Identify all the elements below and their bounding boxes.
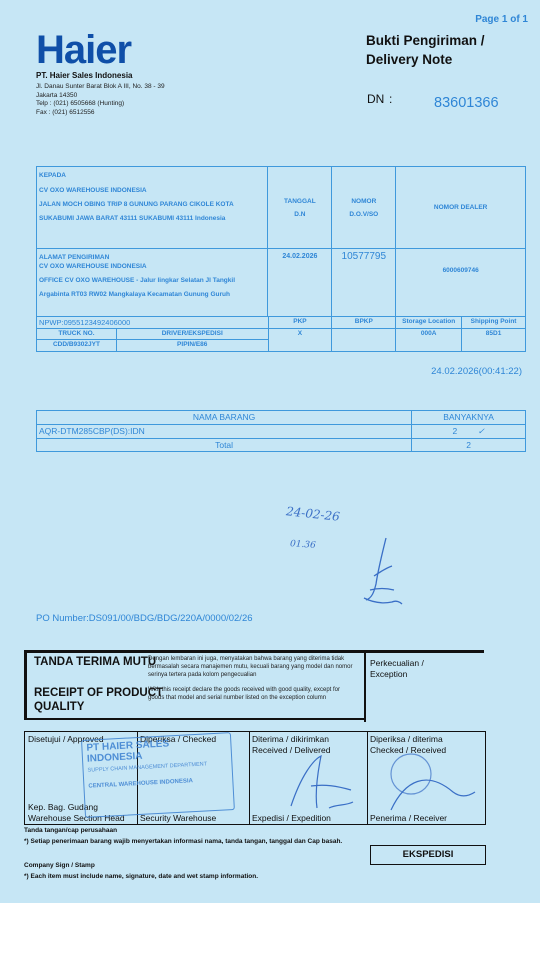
- ekspedisi-box: EKSPEDISI: [370, 845, 486, 865]
- divider: [24, 718, 366, 720]
- item-name: AQR-DTM285CBP(DS):IDN: [37, 425, 412, 439]
- receipt-block: [24, 650, 484, 722]
- logistics-table: [36, 316, 526, 352]
- signature-column: Diperiksa / Checked Security Warehouse: [137, 732, 250, 824]
- dealer-value: 6000609746: [396, 249, 526, 317]
- company-address: [36, 83, 165, 117]
- nomor-header: NOMOR D.O.V/SO: [332, 167, 396, 249]
- npwp: NPWP:0955123492406000: [37, 317, 269, 329]
- haier-logo: Haier: [36, 28, 132, 72]
- receipt-title-id: TANDA TERIMA MUTU: [34, 656, 157, 668]
- warehouse-stamp: PT HAIER SALES INDONESIA SUPPLY CHAIN MANAGEMENT DEPARTMENT CENTRAL WAREHOUSE INDONESIA: [81, 732, 235, 820]
- receipt-title-en: RECEIPT OF PRODUCT QUALITY: [34, 687, 164, 713]
- storage-value: 000A: [396, 329, 462, 352]
- item-qty: 2 ✓: [412, 425, 526, 439]
- po-number: PO Number:DS091/00/BDG/BDG/220A/0000/02/26: [36, 613, 253, 624]
- address-line: Telp : (021) 6505668 (Hunting): [36, 100, 125, 108]
- items-table: [36, 410, 526, 452]
- driver-value: PIPIN/E86: [116, 340, 268, 352]
- exception-label: Perkecualian / Exception: [370, 658, 424, 679]
- check-mark-icon: ✓: [477, 426, 485, 436]
- receiver-signature: [271, 746, 371, 818]
- bpkp-value: [332, 329, 396, 352]
- dn-label: DN: [367, 92, 385, 106]
- divider: [364, 650, 366, 722]
- print-timestamp: 24.02.2026(00:41:22): [431, 366, 522, 377]
- receiver-stamp: [375, 740, 485, 820]
- handwritten-date: 24-02-26: [285, 504, 341, 524]
- column-header-name: NAMA BARANG: [37, 411, 412, 425]
- nomor-value: 10577795: [332, 249, 396, 317]
- signature-column: Diterima / dikirimkan Received / Delivered Expedisi / Expedition: [249, 732, 368, 824]
- alamat-cell: ALAMAT PENGIRIMAN CV OXO WAREHOUSE INDONESIA OFFICE CV OXO WAREHOUSE - Jalur lingkar Selatan Jl Tangkil Argabinta RT03 RW02 Mangkalaya Kecamatan Gunung Guruh: [37, 249, 268, 317]
- signature-column: Diperiksa / diterima Checked / Received Penerima / Receiver: [370, 734, 448, 823]
- divider: [24, 650, 484, 653]
- document-title: Bukti Pengiriman / Delivery Note: [366, 33, 485, 67]
- handwritten-signature: [352, 532, 412, 612]
- page-indicator: Page 1 of 1: [475, 14, 528, 25]
- table-row: [37, 425, 526, 439]
- shipping-value: 85D1: [462, 329, 526, 352]
- note-id: *) Setiap penerimaan barang wajib menyertakan informasi nama, tanda tangan, tanggal dan Cap basah.: [24, 838, 343, 845]
- signature-block: [24, 731, 486, 825]
- dn-colon: :: [389, 92, 393, 106]
- address-line: Fax : (021) 6512556: [36, 108, 95, 116]
- dealer-header: NOMOR DEALER: [396, 167, 526, 249]
- header-table: [36, 166, 526, 317]
- tanggal-header: TANGGAL D.N: [268, 167, 332, 249]
- signature-column: Disetujui / Approved Kep. Bag. Gudang Warehouse Section Head: [25, 732, 138, 824]
- address-line: Jakarta 14350: [36, 91, 78, 99]
- column-header-qty: BANYAKNYA: [412, 411, 526, 425]
- company-sign-id: Tanda tangan/cap perusahaan: [24, 827, 118, 834]
- bpkp-header: BPKP: [332, 317, 396, 329]
- truck-value: CDD/B9302JYT: [37, 340, 117, 352]
- pkp-value: X: [268, 329, 332, 352]
- divider: [24, 650, 27, 718]
- driver-header: DRIVER/EKSPEDISI: [116, 329, 268, 340]
- truck-header: TRUCK NO.: [37, 329, 117, 340]
- company-name: PT. Haier Sales Indonesia: [36, 71, 133, 80]
- statement-id: Dengan lembaran ini juga, menyatakan bahwa barang yang diterima tidak bermasalah secara manajemen mutu, kecuali barang yang model dan nomor serinya tertera pada kolom pengecualian: [148, 656, 353, 678]
- tanggal-value: 24.02.2026: [268, 249, 332, 317]
- company-sign-en: Company Sign / Stamp: [24, 862, 95, 869]
- address-line: Jl. Danau Sunter Barat Blok A III, No. 38 - 39: [36, 83, 165, 90]
- dn-number: 83601366: [434, 95, 499, 111]
- statement-en: With this receipt declare the goods received with good quality, except for goods that model and serial number listed on the exception column: [148, 687, 340, 701]
- kepada-cell: KEPADA CV OXO WAREHOUSE INDONESIA JALAN MOCH OBING TRIP 8 GUNUNG PARANG CIKOLE KOTA SUKABUMI JAWA BARAT 43111 SUKABUMI 43111 Indonesia: [37, 167, 268, 249]
- total-value: 2: [412, 439, 526, 452]
- note-en: *) Each item must include name, signature, date and wet stamp information.: [24, 873, 259, 880]
- storage-header: Storage Location: [396, 317, 462, 329]
- shipping-header: Shipping Point: [462, 317, 526, 329]
- pkp-header: PKP: [268, 317, 332, 329]
- total-label: Total: [37, 439, 412, 452]
- handwritten-time: 01.36: [289, 539, 317, 551]
- total-row: [37, 439, 526, 452]
